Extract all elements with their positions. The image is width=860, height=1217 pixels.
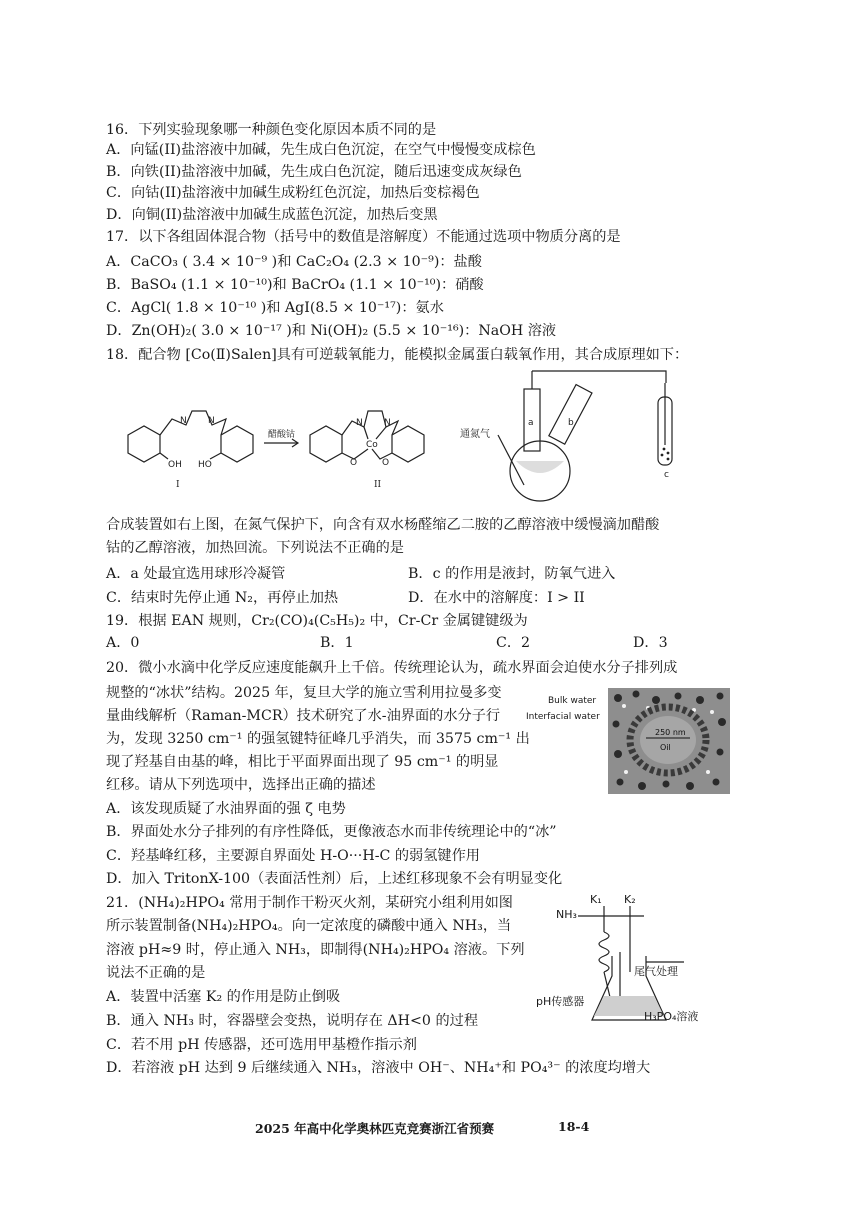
q21-line-2: 所示装置制备(NH₄)₂HPO₄。向一定浓度的磷酸中通入 NH₃，当 <box>106 918 512 934</box>
q18-stem: 18．配合物 [Co(Ⅱ)Salen]具有可逆载氧能力，能模拟金属蛋白载氧作用，其合成原理如下： <box>106 347 689 363</box>
svg-text:OH: OH <box>168 460 182 470</box>
q20-option-a: A．该发现质疑了水油界面的强 ζ 电势 <box>106 801 346 817</box>
svg-text:O: O <box>382 458 390 468</box>
apparatus-label-b: b <box>568 418 574 428</box>
q21-line-1: 21．(NH₄)₂HPO₄ 常用于制作干粉灭火剂，某研究小组利用如图 <box>106 895 513 911</box>
q21-line-4: 说法不正确的是 <box>106 965 206 981</box>
svg-text:O: O <box>350 458 358 468</box>
q17-option-d: D．Zn(OH)₂( 3.0 × 10⁻¹⁷ )和 Ni(OH)₂ (5.5 × 10⁻¹⁶)：NaOH 溶液 <box>106 323 557 339</box>
q16-option-c: C．向钴(II)盐溶液中加碱生成粉红色沉淀，加热后变棕褐色 <box>106 185 480 201</box>
q20-option-b: B．界面处水分子排列的有序性降低，更像液态水而非传统理论中的“冰” <box>106 824 557 840</box>
oil-label: Oil <box>660 743 671 752</box>
compound-ii-label: II <box>374 480 382 490</box>
k2-label: K₂ <box>624 893 636 906</box>
svg-text:N: N <box>384 418 391 428</box>
q18-option-c: C．结束时先停止通 N₂，再停止加热 <box>106 590 339 606</box>
phosphoric-acid-label: H₃PO₄溶液 <box>644 1010 699 1023</box>
q16-stem: 16．下列实验现象哪一种颜色变化原因本质不同的是 <box>106 122 437 138</box>
q21-option-a: A．装置中活塞 K₂ 的作用是防止倒吸 <box>106 989 341 1005</box>
k1-label: K₁ <box>590 893 602 906</box>
q16-option-d: D．向铜(II)盐溶液中加碱生成蓝色沉淀，加热后变黑 <box>106 207 438 223</box>
q20-option-c: C．羟基峰红移，主要源自界面处 H-O···H-C 的弱氢键作用 <box>106 848 480 864</box>
bulk-water-label: Bulk water <box>548 696 597 706</box>
ammonia-inlet-label: NH₃ <box>556 908 577 921</box>
apparatus-label-c: c <box>664 470 669 480</box>
q19-stem: 19．根据 EAN 规则，Cr₂(CO)₄(C₅H₅)₂ 中，Cr-Cr 金属键键级为 <box>106 613 528 629</box>
q18-option-d: D．在水中的溶解度：I > II <box>408 590 585 606</box>
q18-text-2: 钴的乙醇溶液，加热回流。下列说法不正确的是 <box>106 540 404 556</box>
q17-option-a: A．CaCO₃ ( 3.4 × 10⁻⁹ )和 CaC₂O₄ (2.3 × 10⁻⁹)：盐酸 <box>106 254 482 270</box>
apparatus-label-a: a <box>528 418 534 428</box>
oil-droplet-image <box>608 688 730 794</box>
interfacial-water-label: Interfacial water <box>526 712 600 722</box>
ph-sensor-label: pH传感器 <box>536 995 585 1008</box>
svg-text:N: N <box>180 416 187 426</box>
droplet-size-label: 250 nm <box>655 728 686 737</box>
reflux-apparatus <box>458 365 698 505</box>
footer-title: 2025 年高中化学奥林匹克竞赛浙江省预赛 <box>255 1121 495 1136</box>
q21-line-3: 溶液 pH≈9 时，停止通入 NH₃，即制得(NH₄)₂HPO₄ 溶液。下列 <box>106 942 525 958</box>
q20-line-3: 量曲线解析（Raman-MCR）技术研究了水-油界面的水分子行 <box>106 708 501 724</box>
q18-text-1: 合成装置如右上图，在氮气保护下，向含有双水杨醛缩乙二胺的乙醇溶液中缓慢滴加醋酸 <box>106 517 660 533</box>
svg-text:N: N <box>356 418 363 428</box>
q20-line-1: 20．微小水滴中化学反应速度能飙升上千倍。传统理论认为，疏水界面会迫使水分子排列成 <box>106 660 678 676</box>
q20-line-4: 为，发现 3250 cm⁻¹ 的强氢键特征峰几乎消失，而 3575 cm⁻¹ 出 <box>106 731 530 747</box>
q17-stem: 17．以下各组固体混合物（括号中的数值是溶解度）不能通过选项中物质分离的是 <box>106 229 621 245</box>
svg-text:N: N <box>208 416 215 426</box>
q19-option-d: D．3 <box>633 635 668 651</box>
q18-option-b: B．c 的作用是液封，防氧气进入 <box>408 566 616 582</box>
q20-line-2: 规整的“冰状”结构。2025 年，复旦大学的施立雪利用拉曼多变 <box>106 685 502 701</box>
q17-option-b: B．BaSO₄ (1.1 × 10⁻¹⁰)和 BaCrO₄ (1.1 × 10⁻¹⁰)：硝酸 <box>106 277 484 293</box>
q21-option-c: C．若不用 pH 传感器，还可选用甲基橙作指示剂 <box>106 1037 417 1053</box>
q19-option-b: B．1 <box>320 635 354 651</box>
reagent-label: 醋酸钴 <box>268 430 296 440</box>
compound-i-label: I <box>176 480 180 490</box>
q16-option-b: B．向铁(II)盐溶液中加碱，先生成白色沉淀，随后迅速变成灰绿色 <box>106 164 522 180</box>
page-number: 18-4 <box>558 1119 590 1134</box>
q19-option-c: C．2 <box>496 635 531 651</box>
q19-option-a: A．0 <box>106 635 140 651</box>
cobalt-label: Co <box>366 440 378 450</box>
q18-option-a: A．a 处最宜选用球形冷凝管 <box>106 566 286 582</box>
q20-line-5: 现了羟基自由基的峰，相比于平面界面出现了 95 cm⁻¹ 的明显 <box>106 754 499 770</box>
salen-reaction-scheme <box>106 395 456 495</box>
q20-option-d: D．加入 TritonX-100（表面活性剂）后，上述红移现象不会有明显变化 <box>106 871 563 887</box>
q20-line-6: 红移。请从下列选项中，选择出正确的描述 <box>106 777 376 793</box>
tail-gas-label: 尾气处理 <box>634 965 678 978</box>
q17-option-c: C．AgCl( 1.8 × 10⁻¹⁰ )和 AgI(8.5 × 10⁻¹⁷)：氨水 <box>106 300 444 316</box>
nitrogen-inlet-label: 通氮气 <box>460 429 490 440</box>
svg-text:HO: HO <box>198 460 212 470</box>
q21-option-d: D．若溶液 pH 达到 9 后继续通入 NH₃，溶液中 OH⁻、NH₄⁺和 PO₄³⁻ 的浓度均增大 <box>106 1060 651 1076</box>
q16-option-a: A．向锰(II)盐溶液中加碱，先生成白色沉淀，在空气中慢慢变成棕色 <box>106 142 536 158</box>
q21-option-b: B．通入 NH₃ 时，容器壁会变热，说明存在 ΔH<0 的过程 <box>106 1013 479 1029</box>
